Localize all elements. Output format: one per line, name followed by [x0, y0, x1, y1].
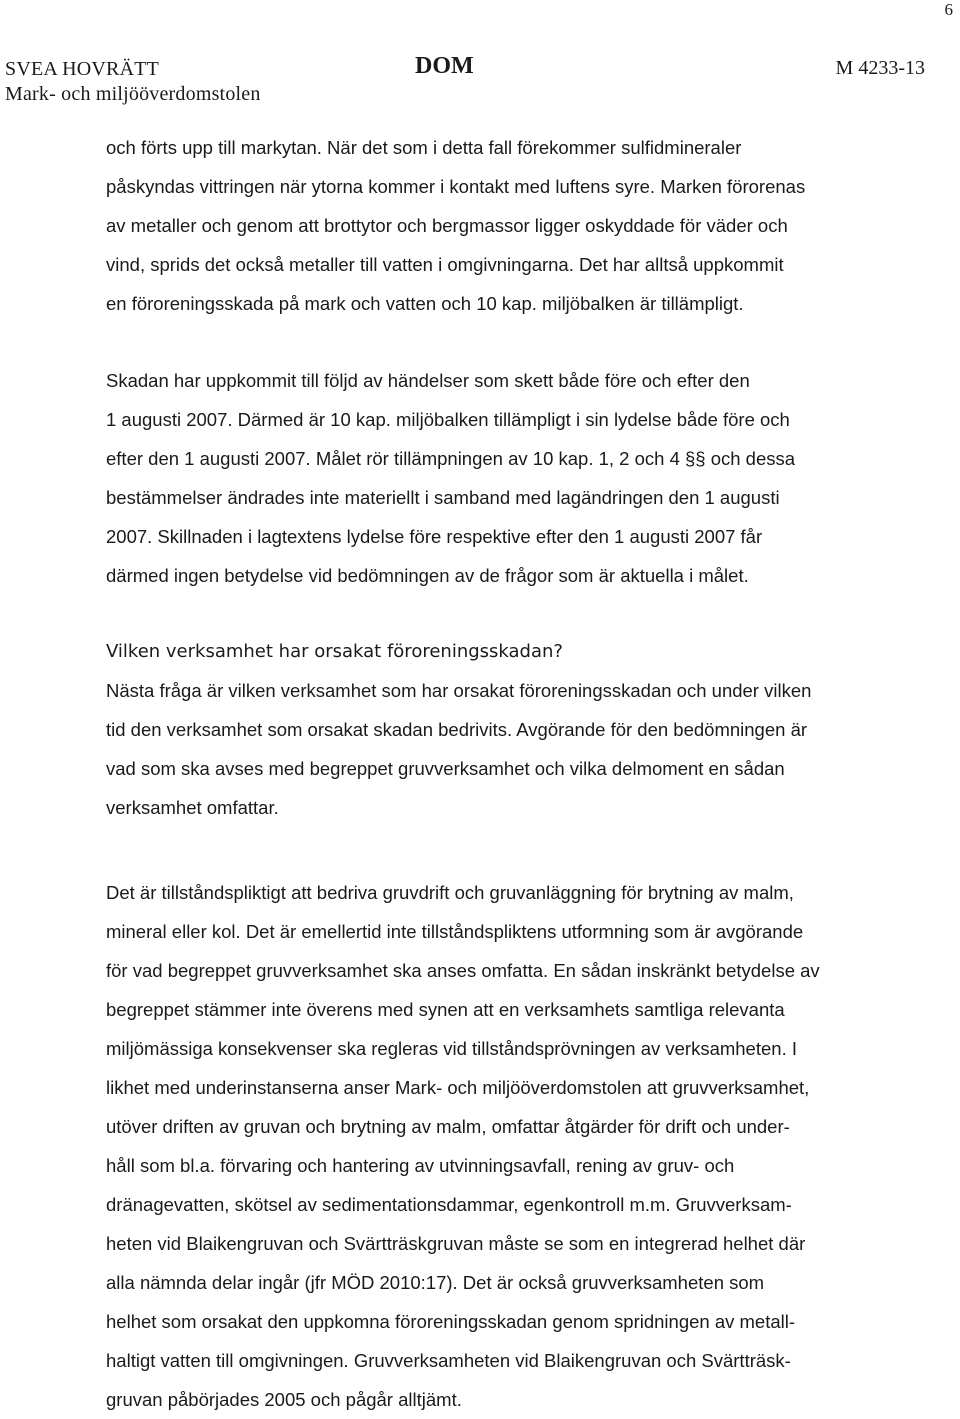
- court-division: Mark- och miljööverdomstolen: [5, 83, 261, 105]
- text-line: alla nämnda delar ingår (jfr MÖD 2010:17). Det är också gruvverksamheten som: [106, 1272, 765, 1293]
- text-line: Nästa fråga är vilken verksamhet som har orsakat föroreningsskadan och under vilken: [106, 680, 812, 701]
- text-line: tid den verksamhet som orsakat skadan bedrivits. Avgörande för den bedömningen är: [106, 719, 808, 740]
- case-number: M 4233-13: [835, 57, 925, 79]
- document-body: [106, 128, 906, 1419]
- text-line: och förts upp till markytan. När det som i detta fall förekommer sulfidmineraler: [106, 137, 742, 158]
- text-line: vad som ska avses med begreppet gruvverksamhet och vilka delmoment en sådan: [106, 758, 785, 779]
- text-line: vind, sprids det också metaller till vatten i omgivningarna. Det har alltså uppkommit: [106, 254, 784, 275]
- text-line: efter den 1 augusti 2007. Målet rör tillämpningen av 10 kap. 1, 2 och 4 §§ och dessa: [106, 448, 796, 469]
- text-line: Skadan har uppkommit till följd av händelser som skett både före och efter den: [106, 370, 750, 391]
- text-line: därmed ingen betydelse vid bedömningen av de frågor som är aktuella i målet.: [106, 565, 749, 586]
- text-line: verksamhet omfattar.: [106, 797, 279, 818]
- text-line: bestämmelser ändrades inte materiellt i samband med lagändringen den 1 augusti: [106, 487, 780, 508]
- text-line: 2007. Skillnaden i lagtextens lydelse före respektive efter den 1 augusti 2007 får: [106, 526, 763, 547]
- text-line: för vad begreppet gruvverksamhet ska anses omfatta. En sådan inskränkt betydelse av: [106, 960, 820, 981]
- text-line: gruvan påbörjades 2005 och pågår alltjämt.: [106, 1389, 462, 1410]
- text-line: miljömässiga konsekvenser ska regleras vid tillståndsprövningen av verksamheten. I: [106, 1038, 797, 1059]
- paragraph-1: [106, 128, 906, 323]
- text-line: en föroreningsskada på mark och vatten och 10 kap. miljöbalken är tillämpligt.: [106, 293, 744, 314]
- text-line: 1 augusti 2007. Därmed är 10 kap. miljöbalken tillämpligt i sin lydelse både före och: [106, 409, 790, 430]
- section-heading: Vilken verksamhet har orsakat föroreningsskadan?: [106, 641, 563, 662]
- court-name: SVEA HOVRÄTT: [5, 58, 160, 80]
- paragraph-3: [106, 671, 906, 827]
- text-line: Det är tillståndspliktigt att bedriva gruvdrift och gruvanläggning för brytning av malm,: [106, 882, 794, 903]
- text-line: mineral eller kol. Det är emellertid inte tillståndspliktens utformning som är avgörande: [106, 921, 804, 942]
- text-line: håll som bl.a. förvaring och hantering av utvinningsavfall, rening av gruv- och: [106, 1155, 735, 1176]
- document-header: [5, 53, 925, 107]
- paragraph-4: [106, 873, 906, 1419]
- text-line: utöver driften av gruvan och brytning av malm, omfattar åtgärder för drift och under-: [106, 1116, 790, 1137]
- text-line: dränagevatten, skötsel av sedimentationsdammar, egenkontroll m.m. Gruvverksam-: [106, 1194, 792, 1215]
- text-line: helhet som orsakat den uppkomna föroreningsskadan genom spridningen av metall-: [106, 1311, 796, 1332]
- court-block: [5, 57, 261, 107]
- page-number: 6: [944, 0, 953, 19]
- text-line: begreppet stämmer inte överens med synen att en verksamhets samtliga relevanta: [106, 999, 785, 1020]
- text-line: påskyndas vittringen när ytorna kommer i kontakt med luftens syre. Marken förorenas: [106, 176, 806, 197]
- text-line: likhet med underinstanserna anser Mark- och miljööverdomstolen att gruvverksamhet,: [106, 1077, 810, 1098]
- document-type: DOM: [415, 53, 474, 79]
- text-line: haltigt vatten till omgivningen. Gruvverksamheten vid Blaikengruvan och Svärtträsk-: [106, 1350, 791, 1371]
- text-line: av metaller och genom att brottytor och bergmassor ligger oskyddade för väder och: [106, 215, 788, 236]
- text-line: heten vid Blaikengruvan och Svärtträskgruvan måste se som en integrerad helhet där: [106, 1233, 806, 1254]
- paragraph-2: [106, 361, 906, 595]
